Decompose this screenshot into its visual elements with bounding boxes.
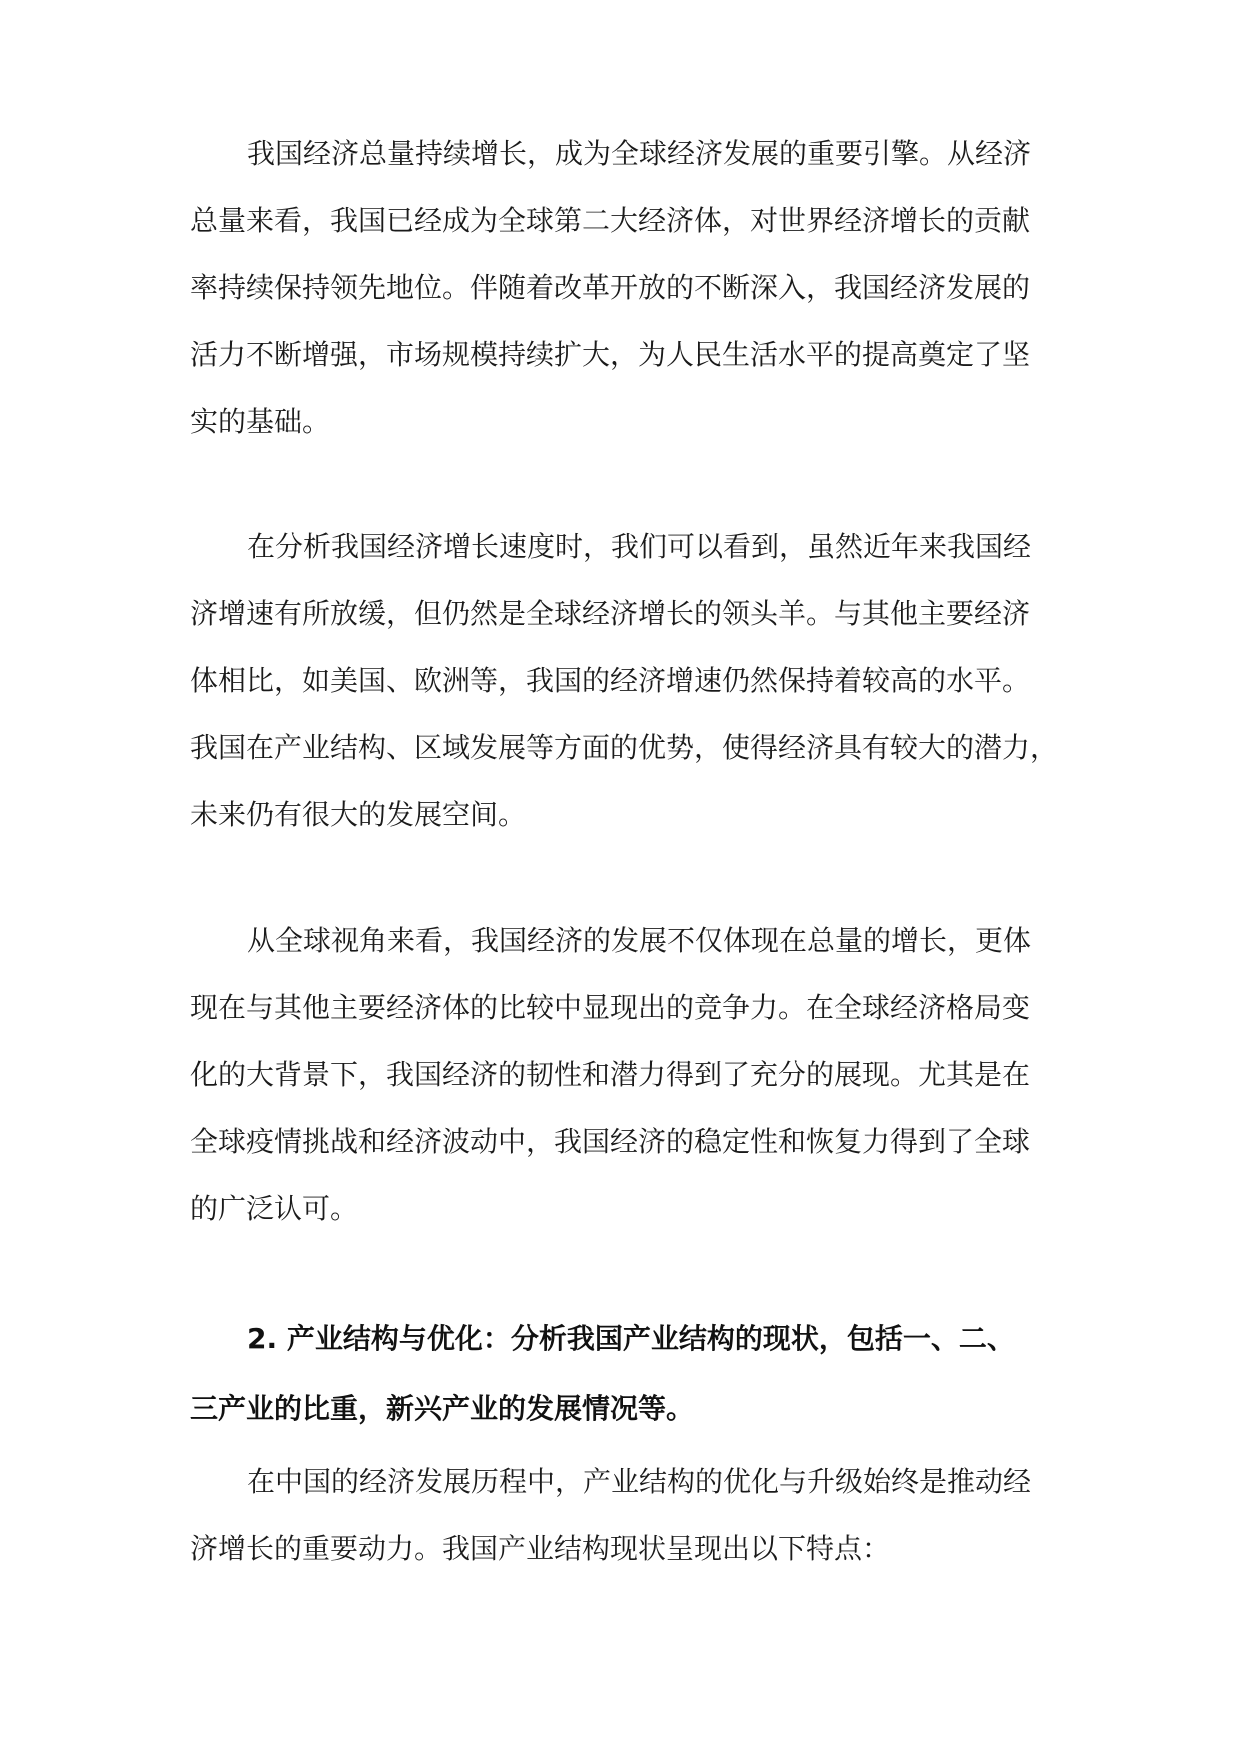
text-line: 在中国的经济发展历程中，产业结构的优化与升级始终是推动经 [247, 1465, 1032, 1498]
text-line: 实的基础。 [190, 405, 331, 438]
text-line: 化的大背景下，我国经济的韧性和潜力得到了充分的展现。尤其是在 [190, 1058, 1031, 1091]
text-line: 未来仍有很大的发展空间。 [190, 798, 527, 831]
text-line: 从全球视角来看，我国经济的发展不仅体现在总量的增长，更体 [247, 924, 1032, 957]
text-line: 在分析我国经济增长速度时，我们可以看到，虽然近年来我国经 [247, 530, 1032, 563]
text-line: 活力不断增强，市场规模持续扩大，为人民生活水平的提高奠定了坚 [190, 338, 1031, 371]
heading-line: 2. 产业结构与优化：分析我国产业结构的现状，包括一、二、 [247, 1322, 1015, 1355]
text-line: 全球疫情挑战和经济波动中，我国经济的稳定性和恢复力得到了全球 [190, 1125, 1031, 1158]
text-line: 我国经济总量持续增长，成为全球经济发展的重要引擎。从经济 [247, 137, 1032, 170]
text-line: 我国在产业结构、区域发展等方面的优势，使得经济具有较大的潜力， [190, 731, 1059, 764]
text-line: 现在与其他主要经济体的比较中显现出的竞争力。在全球经济格局变 [190, 991, 1031, 1024]
text-line: 济增速有所放缓，但仍然是全球经济增长的领头羊。与其他主要经济 [190, 597, 1031, 630]
heading-line: 三产业的比重，新兴产业的发展情况等。 [190, 1392, 695, 1425]
text-line: 总量来看，我国已经成为全球第二大经济体，对世界经济增长的贡献 [190, 204, 1031, 237]
text-line: 的广泛认可。 [190, 1192, 359, 1225]
text-line: 率持续保持领先地位。伴随着改革开放的不断深入，我国经济发展的 [190, 271, 1031, 304]
text-line: 济增长的重要动力。我国产业结构现状呈现出以下特点： [190, 1532, 891, 1565]
text-line: 体相比，如美国、欧洲等，我国的经济增速仍然保持着较高的水平。 [190, 664, 1031, 697]
